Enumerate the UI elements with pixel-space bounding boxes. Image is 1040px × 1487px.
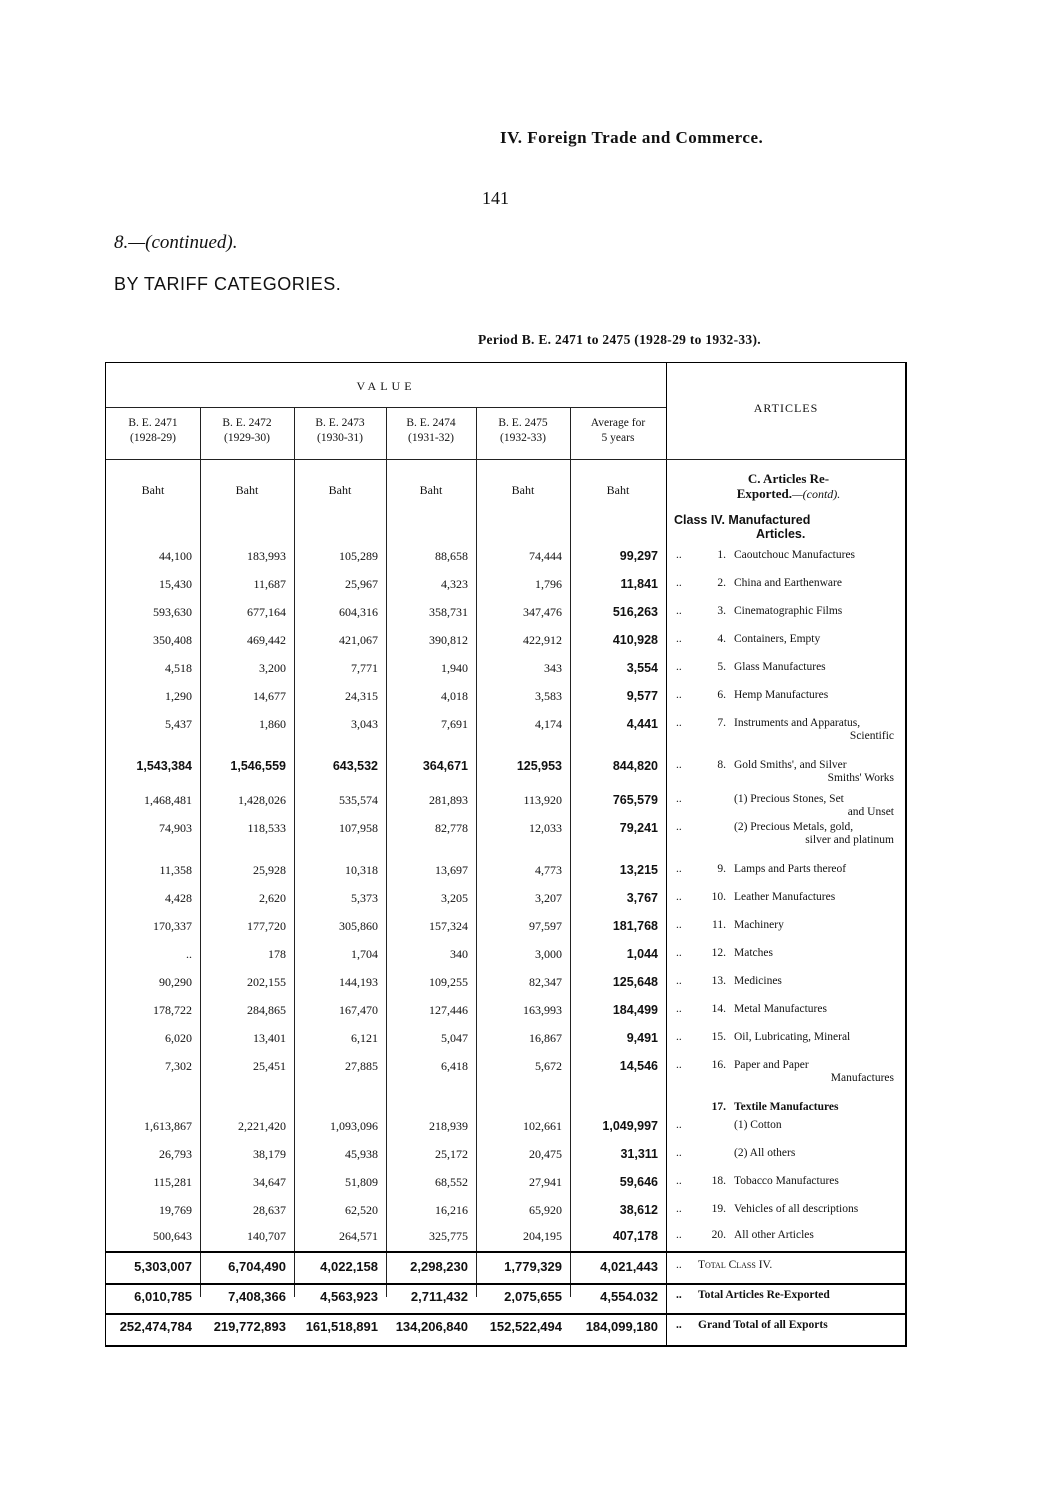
column-header-line1: B. E. 2471 (128, 417, 178, 429)
article-name: Containers, Empty (734, 633, 821, 645)
value-cell: 4,518 (165, 661, 192, 675)
value-cell: 516,263 (612, 605, 658, 619)
value-cell: 1,049,997 (602, 1119, 658, 1133)
article-label: .. 7. Instruments and Apparatus, Scientific (676, 717, 894, 742)
total-cell: 6,704,490 (228, 1259, 286, 1274)
value-cell: 407,178 (612, 1229, 658, 1243)
column-header-line2: (1932-33) (500, 432, 546, 444)
value-cell: 9,577 (626, 689, 658, 703)
article-label: .. 3. Cinematographic Films (676, 605, 904, 618)
column-header-line2: (1931-32) (408, 432, 454, 444)
article-label: .. 5. Glass Manufactures (676, 661, 904, 674)
value-cell: 305,860 (339, 919, 378, 933)
value-cell: 27,941 (529, 1175, 562, 1189)
value-cell: 82,347 (529, 975, 562, 989)
total-cell: 4,021,443 (600, 1259, 658, 1274)
value-cell: 5,672 (535, 1059, 562, 1073)
page-number: 141 (482, 188, 509, 208)
value-cell: 38,179 (253, 1147, 286, 1161)
unit-label: Baht (511, 483, 535, 497)
value-cell: 3,207 (535, 891, 562, 905)
article-name: Instruments and Apparatus, Scientific (734, 717, 894, 742)
value-cell: 9,491 (626, 1031, 658, 1045)
unit-label: Baht (419, 483, 443, 497)
value-cell: 65,920 (529, 1203, 562, 1217)
article-name: (1) Precious Stones, Set and Unset (734, 793, 894, 818)
total-cell: 161,518,891 (305, 1319, 378, 1334)
period-caption: Period B. E. 2471 to 2475 (1928-29 to 1932-33). (478, 332, 761, 347)
article-label: .. 19. Vehicles of all descriptions (676, 1203, 904, 1216)
value-cell: 3,043 (351, 717, 378, 731)
value-cell: 125,953 (516, 759, 562, 773)
value-cell: 163,993 (523, 1003, 562, 1017)
continued-text: 8.—(continued). (114, 232, 238, 253)
value-cell: 3,205 (441, 891, 468, 905)
value-cell: 118,533 (247, 821, 286, 835)
value-cell: 1,940 (441, 661, 468, 675)
class-line-2: Articles. (756, 527, 806, 541)
value-cell: 74,903 (159, 821, 192, 835)
article-name: Caoutchouc Manufactures (734, 549, 856, 561)
column-header-line1: Average for (590, 417, 646, 429)
value-cell: 105,289 (339, 549, 378, 563)
value-cell: 11,358 (159, 863, 192, 877)
total-rule-1 (106, 1251, 906, 1253)
value-cell: 79,241 (619, 821, 658, 835)
value-cell: 1,290 (165, 689, 192, 703)
value-cell: 4,323 (441, 577, 468, 591)
value-cell: 7,691 (441, 717, 468, 731)
column-header-line2: 5 years (601, 432, 635, 444)
value-cell: 13,215 (619, 863, 658, 877)
value-cell: 4,174 (535, 717, 562, 731)
value-cell: 358,731 (429, 605, 468, 619)
value-cell: 26,793 (159, 1147, 192, 1161)
value-cell: 422,912 (523, 633, 562, 647)
column-header (476, 416, 570, 446)
value-cell: 31,311 (620, 1147, 658, 1161)
value-cell: 3,583 (535, 689, 562, 703)
value-cell: 6,418 (441, 1059, 468, 1073)
value-cell: 390,812 (429, 633, 468, 647)
column-header-line2: (1929-30) (224, 432, 270, 444)
textile-header (676, 1101, 904, 1114)
total-cell: 252,474,784 (119, 1319, 192, 1334)
article-name: Vehicles of all descriptions (734, 1203, 859, 1215)
value-cell: 82,778 (435, 821, 468, 835)
value-cell: 25,172 (435, 1147, 468, 1161)
value-cell: 347,476 (523, 605, 562, 619)
value-cell: 181,768 (612, 919, 658, 933)
articles-header: ARTICLES (753, 401, 819, 415)
value-cell: 102,661 (523, 1119, 562, 1133)
value-cell: 1,093,096 (330, 1119, 378, 1133)
value-cell: 24,315 (345, 689, 378, 703)
value-cell: 410,928 (612, 633, 658, 647)
total-cell: 4,022,158 (320, 1259, 378, 1274)
article-label: .. 8. Gold Smiths', and Silver Smiths' Works (676, 759, 894, 784)
article-label: .. (1) Precious Stones, Set and Unset (676, 793, 894, 818)
value-cell: 4,428 (165, 891, 192, 905)
value-cell: 25,451 (253, 1059, 286, 1073)
article-label: .. 13. Medicines (676, 975, 904, 988)
column-header-line1: B. E. 2473 (315, 417, 365, 429)
article-label: .. 6. Hemp Manufactures (676, 689, 904, 702)
article-name: Paper and Paper Manufactures (734, 1059, 894, 1084)
value-cell: 16,867 (529, 1031, 562, 1045)
article-label: .. 4. Containers, Empty (676, 633, 904, 646)
value-cell: 88,658 (435, 549, 468, 563)
value-cell: 5,047 (441, 1031, 468, 1045)
value-cell: 19,769 (159, 1203, 192, 1217)
value-cell: 25,967 (345, 577, 378, 591)
value-cell: 97,597 (529, 919, 562, 933)
value-cell: 4,018 (441, 689, 468, 703)
articles-divider (666, 363, 667, 1346)
column-header (106, 416, 200, 446)
article-label: .. 16. Paper and Paper Manufactures (676, 1059, 894, 1084)
total-cell: 4,554.032 (600, 1289, 658, 1304)
total-rule-3 (106, 1313, 906, 1315)
total-label: .. Total Class IV. (676, 1259, 773, 1271)
value-cell: 178,722 (153, 1003, 192, 1017)
value-cell: 281,893 (429, 793, 468, 807)
unit-label: Baht (141, 483, 165, 497)
article-label: .. 20. All other Articles (676, 1229, 904, 1242)
value-cell: 127,446 (429, 1003, 468, 1017)
value-cell: 59,646 (619, 1175, 658, 1189)
article-name: (2) Precious Metals, gold, silver and platinum (734, 821, 894, 846)
article-name: (2) All others (734, 1147, 796, 1159)
value-cell: 1,044 (626, 947, 658, 961)
total-cell: 2,711,432 (410, 1289, 468, 1304)
running-head: IV. Foreign Trade and Commerce. (500, 128, 764, 147)
column-header-line1: B. E. 2472 (222, 417, 272, 429)
article-name: Matches (734, 947, 773, 959)
value-cell: 421,067 (339, 633, 378, 647)
textile-number: 17. (711, 1101, 726, 1113)
class-line-1: Class IV. Manufactured (674, 513, 811, 527)
value-cell: 10,318 (345, 863, 378, 877)
class-heading (674, 513, 904, 541)
article-label: .. 18. Tobacco Manufactures (676, 1175, 904, 1188)
article-name: Leather Manufactures (734, 891, 836, 903)
unit-label: Baht (235, 483, 259, 497)
article-label: .. 10. Leather Manufactures (676, 891, 904, 904)
col-divider (570, 407, 571, 1297)
value-cell: 74,444 (529, 549, 562, 563)
value-cell: 38,612 (619, 1203, 658, 1217)
article-label: .. (2) Precious Metals, gold, silver and platinum (676, 821, 894, 846)
value-cell: 113,920 (523, 793, 562, 807)
article-label: .. 12. Matches (676, 947, 904, 960)
value-cell: 177,720 (247, 919, 286, 933)
value-cell: 51,809 (345, 1175, 378, 1189)
column-header (570, 416, 666, 446)
article-name: Glass Manufactures (734, 661, 826, 673)
value-cell: 677,164 (247, 605, 286, 619)
value-cell: 14,546 (619, 1059, 658, 1073)
unit-label: Baht (606, 483, 630, 497)
value-cell: 28,637 (253, 1203, 286, 1217)
article-label: .. 1. Caoutchouc Manufactures (676, 549, 904, 562)
value-cell: 844,820 (612, 759, 658, 773)
value-cell: 109,255 (429, 975, 468, 989)
total-cell: 2,075,655 (504, 1289, 562, 1304)
value-cell: 15,430 (159, 577, 192, 591)
article-name: Oil, Lubricating, Mineral (734, 1031, 851, 1043)
trade-table (105, 362, 907, 1347)
value-cell: 469,442 (247, 633, 286, 647)
value-cell: 4,773 (535, 863, 562, 877)
article-label: .. 2. China and Earthenware (676, 577, 904, 590)
value-cell: 178 (268, 947, 286, 961)
col-divider (294, 407, 295, 1297)
value-cell: 284,865 (247, 1003, 286, 1017)
value-cell: 5,373 (351, 891, 378, 905)
value-cell: 2,620 (259, 891, 286, 905)
total-cell: 219,772,893 (213, 1319, 286, 1334)
total-cell: 7,408,366 (228, 1289, 286, 1304)
article-label: .. 11. Machinery (676, 919, 904, 932)
total-cell: 2,298,230 (410, 1259, 468, 1274)
value-cell: 6,020 (165, 1031, 192, 1045)
value-cell: 140,707 (247, 1229, 286, 1243)
value-cell: 204,195 (523, 1229, 562, 1243)
value-cell: 3,000 (535, 947, 562, 961)
value-cell: 1,613,867 (144, 1119, 192, 1133)
value-header: VALUE (356, 379, 416, 393)
value-cell: 62,520 (345, 1203, 378, 1217)
value-cell: 7,302 (165, 1059, 192, 1073)
value-cell: 500,643 (153, 1229, 192, 1243)
value-cell: 12,033 (529, 821, 562, 835)
textile-name: Textile Manufactures (734, 1101, 839, 1113)
value-cell: 183,993 (247, 549, 286, 563)
article-name: All other Articles (734, 1229, 814, 1241)
value-cell: 11,841 (620, 577, 658, 591)
value-cell: 218,939 (429, 1119, 468, 1133)
value-cell: 364,671 (422, 759, 468, 773)
value-cell: 340 (450, 947, 468, 961)
value-cell: 604,316 (339, 605, 378, 619)
value-cell: 2,221,420 (238, 1119, 286, 1133)
total-cell: 184,099,180 (585, 1319, 658, 1334)
value-cell: 350,408 (153, 633, 192, 647)
article-name: Gold Smiths', and Silver Smiths' Works (734, 759, 894, 784)
article-name: (1) Cotton (734, 1119, 782, 1131)
article-name: Cinematographic Films (734, 605, 843, 617)
section-title-2: Exported. (736, 486, 792, 501)
value-cell: 16,216 (435, 1203, 468, 1217)
section-suffix: —(contd). (791, 487, 841, 501)
value-cell: 6,121 (351, 1031, 378, 1045)
value-cell: 157,324 (429, 919, 468, 933)
value-cell: 45,938 (345, 1147, 378, 1161)
value-cell: 25,928 (253, 863, 286, 877)
value-cell: 3,767 (626, 891, 658, 905)
value-cell: 11,687 (253, 577, 286, 591)
value-cell: 765,579 (612, 793, 658, 807)
total-cell: 134,206,840 (395, 1319, 468, 1334)
column-header-line2: (1930-31) (317, 432, 363, 444)
header-rule (106, 459, 906, 460)
article-name: China and Earthenware (734, 577, 842, 589)
article-label: .. 14. Metal Manufactures (676, 1003, 904, 1016)
value-cell: 643,532 (332, 759, 378, 773)
value-cell: 3,554 (626, 661, 658, 675)
article-name: Tobacco Manufactures (734, 1175, 839, 1187)
value-cell: 167,470 (339, 1003, 378, 1017)
table-subtitle: BY TARIFF CATEGORIES. (114, 274, 342, 294)
value-cell: 202,155 (247, 975, 286, 989)
value-cell: 44,100 (159, 549, 192, 563)
value-cell: 3,200 (259, 661, 286, 675)
total-cell: 1,779,329 (504, 1259, 562, 1274)
value-cell: 34,647 (253, 1175, 286, 1189)
value-cell: 5,437 (165, 717, 192, 731)
value-cell: 1,468,481 (144, 793, 192, 807)
col-divider (386, 407, 387, 1297)
value-cell: 90,290 (159, 975, 192, 989)
col-divider (200, 407, 201, 1297)
value-cell: 4,441 (626, 717, 658, 731)
value-cell: 1,543,384 (136, 759, 192, 773)
value-cell: 1,704 (351, 947, 378, 961)
value-cell: 593,630 (153, 605, 192, 619)
total-cell: 152,522,494 (489, 1319, 562, 1334)
value-cell: 170,337 (153, 919, 192, 933)
value-cell: 1,796 (535, 577, 562, 591)
value-cell: 27,885 (345, 1059, 378, 1073)
article-name: Metal Manufactures (734, 1003, 827, 1015)
value-cell: 184,499 (612, 1003, 658, 1017)
value-cell: 1,546,559 (230, 759, 286, 773)
value-cell: 13,697 (435, 863, 468, 877)
value-cell: 107,958 (339, 821, 378, 835)
value-cell: 14,677 (253, 689, 286, 703)
value-cell: 20,475 (529, 1147, 562, 1161)
value-cell: 68,552 (435, 1175, 468, 1189)
table-continued-label (114, 232, 237, 254)
total-label: .. Total Articles Re-Exported (676, 1289, 830, 1301)
value-cell: 13,401 (253, 1031, 286, 1045)
article-name: Lamps and Parts thereof (734, 863, 847, 875)
column-header (294, 416, 386, 446)
value-cell: 99,297 (619, 549, 658, 563)
total-label: .. Grand Total of all Exports (676, 1319, 828, 1331)
value-cell: 7,771 (351, 661, 378, 675)
article-name: Hemp Manufactures (734, 689, 829, 701)
column-header (200, 416, 294, 446)
col-divider (476, 407, 477, 1297)
total-cell: 4,563,923 (320, 1289, 378, 1304)
column-header (386, 416, 476, 446)
article-label: .. (1) Cotton (676, 1119, 904, 1132)
section-title: C. Articles Re- (747, 471, 830, 486)
section-heading (676, 471, 901, 502)
value-rule (106, 407, 666, 408)
value-cell: 1,860 (259, 717, 286, 731)
column-header-line2: (1928-29) (130, 432, 176, 444)
article-name: Medicines (734, 975, 782, 987)
value-cell: 264,571 (339, 1229, 378, 1243)
article-label: .. 9. Lamps and Parts thereof (676, 863, 904, 876)
total-cell: 5,303,007 (134, 1259, 192, 1274)
column-header-line1: B. E. 2474 (406, 417, 456, 429)
value-cell: 144,193 (339, 975, 378, 989)
value-cell: 325,775 (429, 1229, 468, 1243)
value-cell: .. (186, 947, 192, 961)
total-cell: 6,010,785 (134, 1289, 192, 1304)
article-label: .. 15. Oil, Lubricating, Mineral (676, 1031, 904, 1044)
value-cell: 535,574 (339, 793, 378, 807)
value-cell: 343 (544, 661, 562, 675)
value-cell: 1,428,026 (238, 793, 286, 807)
total-rule-2 (106, 1283, 906, 1285)
value-cell: 125,648 (612, 975, 658, 989)
article-label: .. (2) All others (676, 1147, 904, 1160)
value-cell: 115,281 (153, 1175, 192, 1189)
column-header-line1: B. E. 2475 (498, 417, 548, 429)
unit-label: Baht (328, 483, 352, 497)
article-name: Machinery (734, 919, 784, 931)
